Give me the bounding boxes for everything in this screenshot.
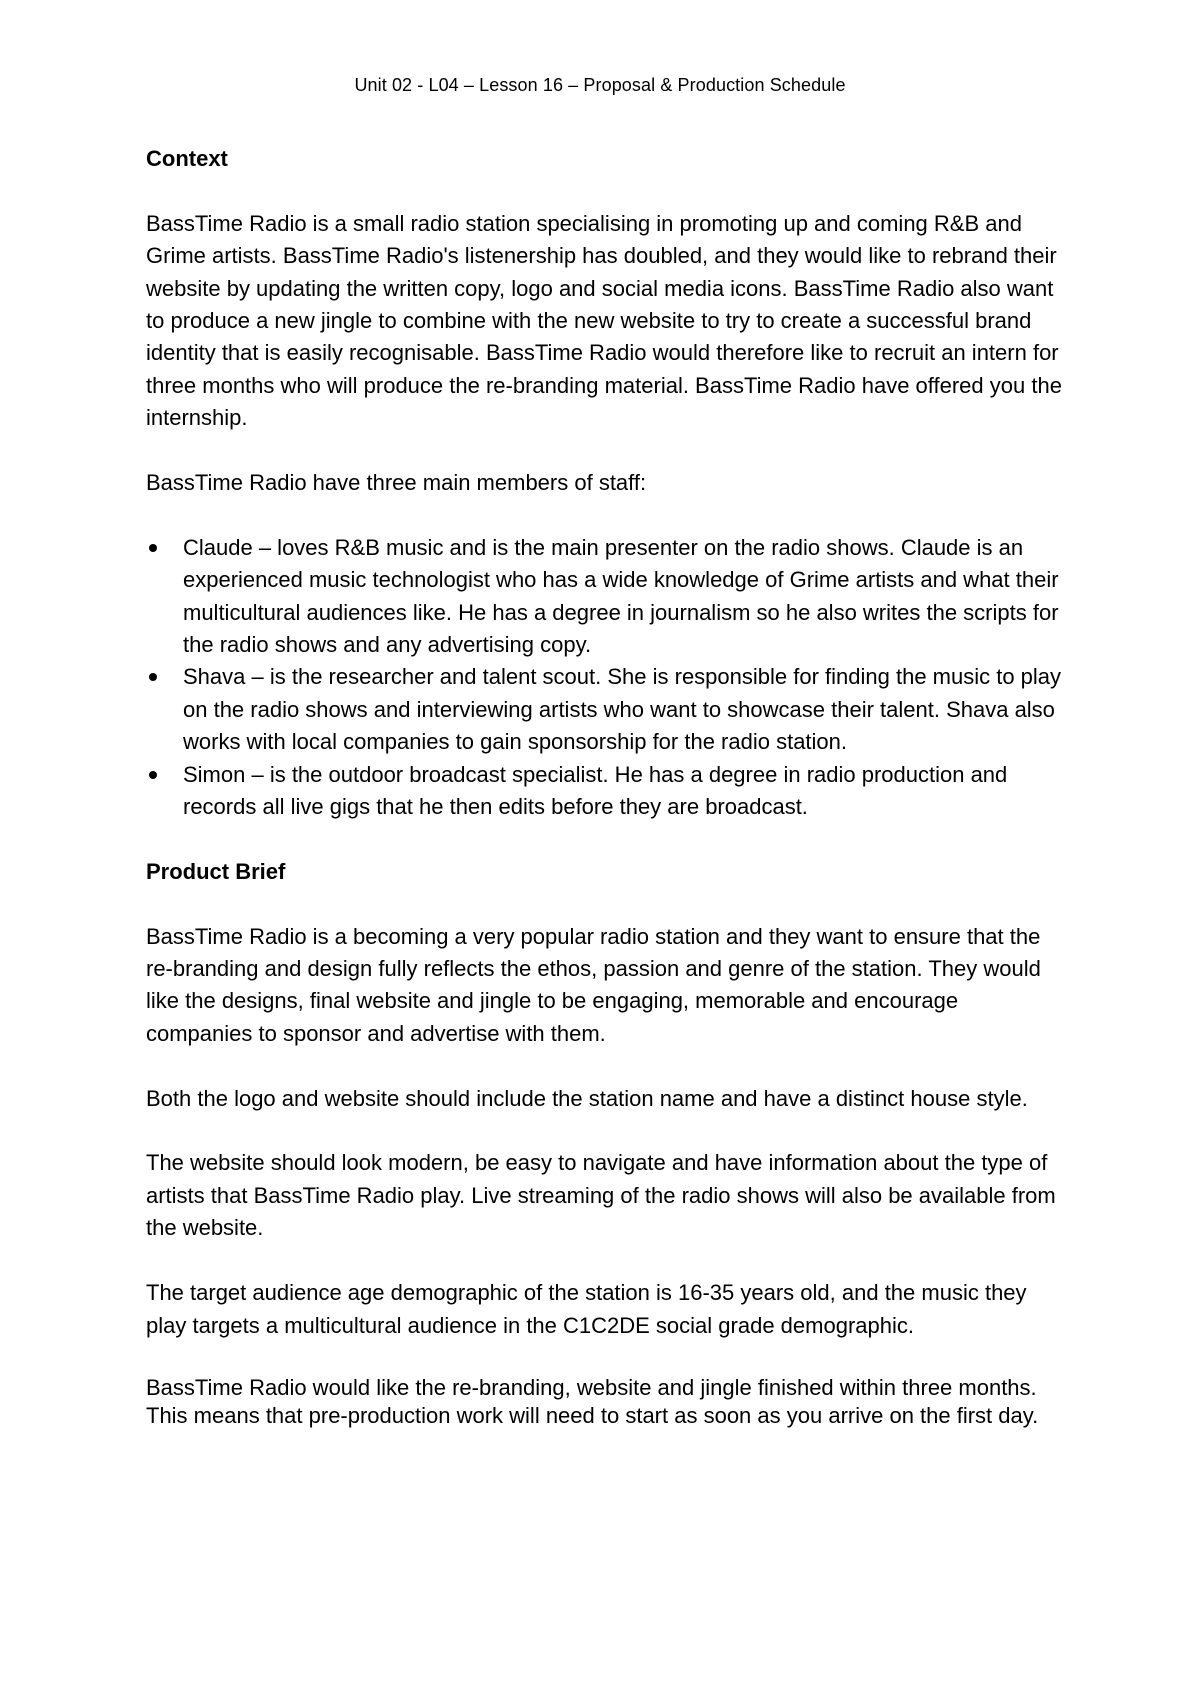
spacer [146, 1245, 1062, 1277]
staff-description: Claude – loves R&B music and is the main presenter on the radio shows. Claude is an experienced music technologist who has a wide knowledge of Grime artists and what their multicultural audiences like. He has a degree in journalism so he also writes the scripts for the radio shows and any advertising copy. [183, 534, 1059, 658]
document-body [146, 143, 1062, 1430]
spacer [146, 1050, 1062, 1082]
spacer [146, 1115, 1062, 1147]
staff-list-item [146, 759, 1062, 824]
bullet-icon [149, 771, 157, 779]
staff-intro-paragraph: BassTime Radio have three main members of staff: [146, 470, 647, 496]
spacer [146, 175, 1062, 207]
context-heading: Context [146, 146, 228, 171]
spacer [146, 823, 1062, 855]
brief-paragraph: Both the logo and website should include the station name and have a distinct house style. [146, 1085, 1028, 1111]
page-header: Unit 02 - L04 – Lesson 16 – Proposal & Production Schedule [354, 75, 846, 95]
brief-paragraph: The target audience age demographic of the station is 16-35 years old, and the music they play targets a multicultural audience in the C1C2DE social grade demographic. [146, 1280, 1027, 1338]
brief-paragraph: BassTime Radio is a becoming a very popular radio station and they want to ensure that the re-branding and design fully reflects the ethos, passion and genre of the station. They would like the designs, final website and jingle to be engaging, memorable and encourage companies to sponsor and advertise with them. [146, 923, 1041, 1046]
staff-list-item [146, 661, 1062, 758]
staff-list-item [146, 532, 1062, 662]
spacer [146, 499, 1062, 531]
bullet-icon [149, 673, 157, 681]
staff-description: Shava – is the researcher and talent scout. She is responsible for finding the music to play on the radio shows and interviewing artists who want to showcase their talent. Shava also works with local companies to gain sponsorship for the radio station. [183, 664, 1062, 755]
context-intro-paragraph: BassTime Radio is a small radio station specialising in promoting up and coming R&B and Grime artists. BassTime Radio's listenership has doubled, and they would like to rebrand their website by updating the written copy, logo and social media icons. BassTime Radio also want to produce a new jingle to combine with the new website to try to create a successful brand identity that is easily recognisable. BassTime Radio would therefore like to recruit an intern for three months who will produce the re-branding material. BassTime Radio have offered you the internship. [146, 210, 1062, 431]
staff-list [146, 532, 1062, 824]
spacer [146, 888, 1062, 920]
brief-paragraph: BassTime Radio would like the re-branding, website and jingle finished within three months. This means that pre-production work will need to start as soon as you arrive on the first day. [146, 1375, 1039, 1429]
brief-paragraph: The website should look modern, be easy to navigate and have information about the type of artists that BassTime Radio play. Live streaming of the radio shows will also be available from the website. [146, 1150, 1056, 1241]
product-brief-heading: Product Brief [146, 858, 286, 884]
staff-description: Simon – is the outdoor broadcast specialist. He has a degree in radio production and records all live gigs that he then edits before they are broadcast. [183, 761, 1008, 820]
bullet-icon [149, 544, 157, 552]
spacer [146, 1342, 1062, 1374]
spacer [146, 435, 1062, 467]
